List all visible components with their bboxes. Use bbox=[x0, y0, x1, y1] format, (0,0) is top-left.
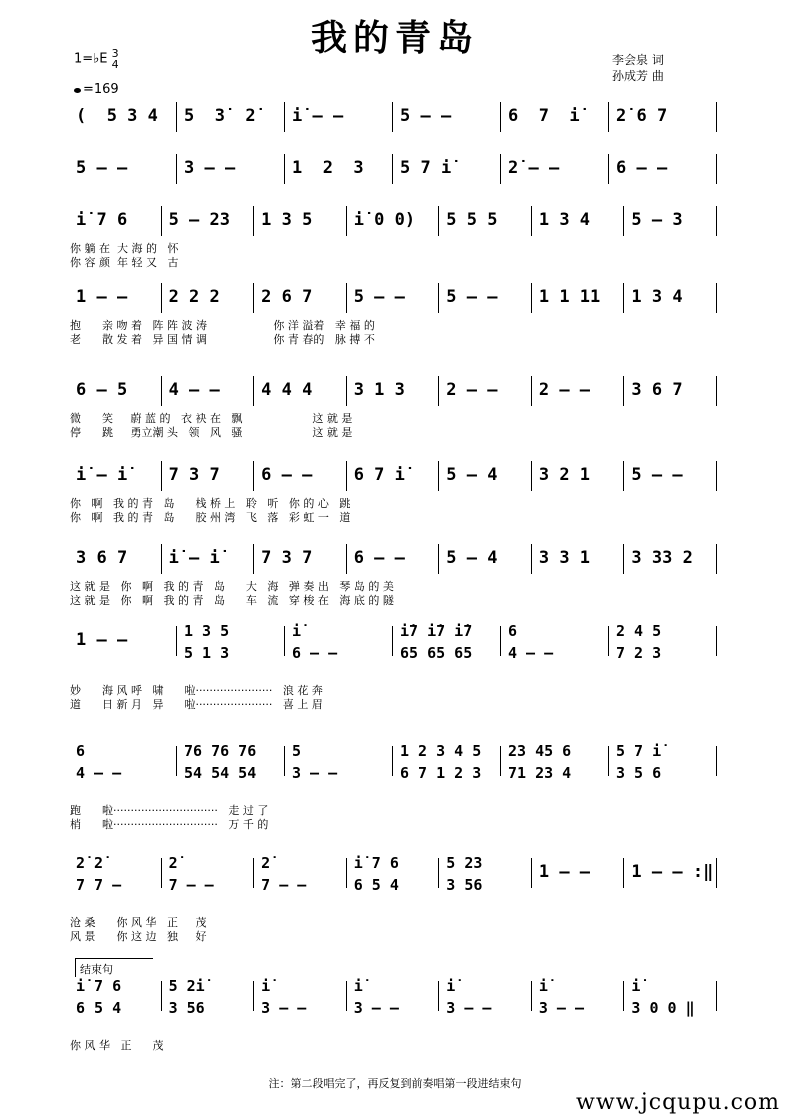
measure-notes: 4 — — bbox=[508, 644, 554, 662]
barline bbox=[253, 461, 254, 491]
measure-notes: 1 2 3 bbox=[292, 158, 364, 178]
lyric-text: 这 就 是 你 啊 我 的 青 岛 大 海 弹 奏 出 琴 岛 的 美 bbox=[70, 580, 394, 593]
ending-bracket bbox=[75, 958, 153, 977]
row-notes bbox=[70, 742, 718, 782]
measure-notes: 3 — — bbox=[353, 999, 399, 1017]
tempo-marking bbox=[74, 82, 119, 97]
measure-notes: 6 7 1 2 3 bbox=[400, 764, 482, 782]
measure-notes: 65 65 65 bbox=[400, 644, 473, 662]
row-notes bbox=[70, 622, 718, 662]
barline bbox=[438, 981, 439, 1011]
time-num: 3 bbox=[111, 47, 119, 60]
lyric-text: 梢 啦······························ 万 千 的 bbox=[70, 818, 269, 831]
lyric-line bbox=[70, 802, 718, 816]
measure-notes: 1 — — bbox=[76, 287, 128, 307]
measure-notes: 3 6 7 bbox=[631, 380, 683, 400]
barline bbox=[161, 858, 162, 888]
measure-notes: 6 — — bbox=[616, 158, 668, 178]
lyric-text: 微 笑 蔚 蓝 的 衣 袂 在 飘 这 就 是 bbox=[70, 412, 353, 425]
measure-notes: ( 5 3 4 bbox=[76, 106, 158, 126]
measure-notes: 5 — — bbox=[353, 287, 405, 307]
ending-label: 结束句 bbox=[80, 963, 113, 976]
measure-notes: 3 — — bbox=[538, 999, 584, 1017]
composer: 孙成芳 曲 bbox=[612, 69, 664, 83]
barline bbox=[392, 154, 393, 184]
barline bbox=[161, 283, 162, 313]
barline bbox=[716, 154, 717, 184]
barline bbox=[253, 544, 254, 574]
lyric-line bbox=[70, 254, 718, 268]
measure-notes: i̇ — — bbox=[292, 106, 344, 126]
credits bbox=[612, 52, 664, 84]
barline bbox=[392, 102, 393, 132]
song-title: 我的青岛 bbox=[310, 17, 479, 59]
measure-notes: 4 — — bbox=[168, 380, 220, 400]
measure-notes: 2 4 5 bbox=[616, 622, 662, 640]
measure-notes: 5 — 3 bbox=[631, 210, 683, 230]
lyric-line bbox=[70, 424, 718, 438]
measure-notes: 6 — 5 bbox=[76, 380, 128, 400]
measure-notes: 1 2 3 4 5 bbox=[400, 742, 482, 760]
measure-notes: 3 3 1 bbox=[538, 548, 591, 568]
barline bbox=[531, 283, 532, 313]
barline bbox=[161, 206, 162, 236]
measure-notes: 6 5 4 bbox=[353, 876, 399, 894]
measure-notes: 1 1 11 bbox=[538, 287, 601, 307]
measure-notes: 3 56 bbox=[168, 999, 205, 1017]
measure-notes: 6 5 4 bbox=[76, 999, 122, 1017]
lyric-text: 你 啊 我 的 青 岛 胶 州 湾 飞 落 彩 虹 一 道 bbox=[70, 511, 351, 524]
measure-notes: 5 — 4 bbox=[446, 465, 498, 485]
lyric-line bbox=[70, 410, 718, 424]
barline bbox=[716, 544, 717, 574]
barline bbox=[623, 981, 624, 1011]
barline bbox=[608, 746, 609, 776]
time-signature bbox=[112, 48, 119, 70]
barline bbox=[716, 858, 717, 888]
row-notes bbox=[70, 158, 718, 184]
barline bbox=[608, 154, 609, 184]
measure-notes: 6 7 i̇ bbox=[508, 106, 580, 126]
measure-notes: 7 — — bbox=[261, 876, 307, 894]
measure-notes: 7 2 3 bbox=[616, 644, 662, 662]
lyric-text: 道 日 新 月 异 啦······················ 喜 上 眉 bbox=[70, 698, 323, 711]
measure-notes: i̇ bbox=[446, 977, 456, 995]
measure-notes: 6 bbox=[508, 622, 518, 640]
barline bbox=[716, 461, 717, 491]
barline bbox=[346, 981, 347, 1011]
measure-notes: 3 — — bbox=[292, 764, 338, 782]
lyric-line bbox=[70, 696, 718, 710]
measure-notes: 4 — — bbox=[76, 764, 122, 782]
barline bbox=[392, 746, 393, 776]
lyric-line bbox=[70, 509, 718, 523]
measure-notes: 5 bbox=[292, 742, 302, 760]
barline bbox=[531, 858, 532, 888]
lyric-line bbox=[70, 928, 718, 942]
measure-notes: i̇ — i̇ bbox=[168, 548, 220, 568]
lyric-line bbox=[70, 682, 718, 696]
row-notes bbox=[70, 380, 718, 406]
lyric-line bbox=[70, 1037, 718, 1051]
time-den: 4 bbox=[111, 58, 119, 71]
barline bbox=[438, 544, 439, 574]
barline bbox=[346, 283, 347, 313]
barline bbox=[716, 102, 717, 132]
measure-notes: 3 33 2 bbox=[631, 548, 693, 568]
lyric-text: 妙 海 风 呼 啸 啦······················ 浪 花 奔 bbox=[70, 684, 323, 697]
lyric-text: 风 景 你 这 边 独 好 bbox=[70, 930, 207, 943]
lyricist: 李会泉 词 bbox=[612, 53, 664, 67]
barline bbox=[531, 206, 532, 236]
measure-notes: 2̇ 6 7 bbox=[616, 106, 668, 126]
measure-notes: 1 3 5 bbox=[184, 622, 230, 640]
lyric-text: 你 风 华 正 茂 bbox=[70, 1039, 164, 1052]
key-label: 1= bbox=[74, 51, 94, 67]
measure-notes: i̇ 7 6 bbox=[76, 977, 122, 995]
barline bbox=[716, 981, 717, 1011]
measure-notes: 5 3̇ 2̇ bbox=[184, 106, 256, 126]
measure-notes: 2̇ 2̇ bbox=[76, 854, 104, 872]
lyric-line bbox=[70, 816, 718, 830]
measure-notes: 54 54 54 bbox=[184, 764, 257, 782]
barline bbox=[716, 206, 717, 236]
measure-notes: 3 2 1 bbox=[538, 465, 591, 485]
measure-notes: i̇ 0 0) bbox=[353, 210, 416, 230]
barline bbox=[161, 544, 162, 574]
footnote: 注：第二段唱完了，再反复到前奏唱第一段进结束句 bbox=[268, 1077, 522, 1090]
measure-notes: 5 7 i̇ bbox=[616, 742, 662, 760]
barline bbox=[608, 102, 609, 132]
barline bbox=[176, 154, 177, 184]
barline bbox=[623, 283, 624, 313]
barline bbox=[438, 376, 439, 406]
barline bbox=[346, 461, 347, 491]
lyric-text: 你 躺 在 大 海 的 怀 bbox=[70, 242, 179, 255]
barline bbox=[716, 746, 717, 776]
key-signature bbox=[74, 48, 119, 70]
barline bbox=[500, 746, 501, 776]
measure-notes: 6 — — bbox=[261, 465, 313, 485]
barline bbox=[716, 283, 717, 313]
measure-notes: 23 45 6 bbox=[508, 742, 572, 760]
barline bbox=[346, 858, 347, 888]
measure-notes: i̇ bbox=[538, 977, 548, 995]
barline bbox=[531, 461, 532, 491]
measure-notes: 1 3 4 bbox=[631, 287, 683, 307]
barline bbox=[253, 981, 254, 1011]
lyric-line bbox=[70, 578, 718, 592]
barline bbox=[531, 376, 532, 406]
measure-notes: 1 — — bbox=[538, 862, 591, 882]
measure-notes: 5 5 5 bbox=[446, 210, 498, 230]
barline bbox=[438, 858, 439, 888]
measure-notes: i̇ 7 6 bbox=[76, 210, 128, 230]
barline bbox=[284, 102, 285, 132]
lyric-text: 这 就 是 你 啊 我 的 青 岛 车 流 穿 梭 在 海 底 的 隧 bbox=[70, 594, 394, 607]
lyric-line bbox=[70, 495, 718, 509]
barline bbox=[253, 206, 254, 236]
watermark: www.jcqupu.com bbox=[576, 1090, 780, 1115]
measure-notes: 2̇ — — bbox=[508, 158, 560, 178]
barline bbox=[608, 626, 609, 656]
key-flat: ♭E bbox=[93, 51, 108, 67]
barline bbox=[438, 461, 439, 491]
lyric-line bbox=[70, 317, 718, 331]
measure-notes: 6 bbox=[76, 742, 86, 760]
measure-notes: 6 7 i̇ bbox=[353, 465, 405, 485]
row-notes bbox=[70, 977, 718, 1017]
barline bbox=[500, 102, 501, 132]
measure-notes: 5 — 4 bbox=[446, 548, 498, 568]
tempo-value: =169 bbox=[83, 82, 119, 97]
barline bbox=[284, 626, 285, 656]
measure-notes: 2 — — bbox=[446, 380, 498, 400]
measure-notes: 1 3 5 bbox=[261, 210, 313, 230]
measure-notes: 3 6 7 bbox=[76, 548, 128, 568]
measure-notes: 6 — — bbox=[292, 644, 338, 662]
measure-notes: 5 — 23 bbox=[168, 210, 230, 230]
measure-notes: 3 — — bbox=[184, 158, 236, 178]
barline bbox=[253, 376, 254, 406]
measure-notes: i̇ — i̇ bbox=[76, 465, 128, 485]
barline bbox=[438, 283, 439, 313]
lyric-text: 抱 亲 吻 着 阵 阵 波 涛 你 洋 溢着 幸 福 的 bbox=[70, 319, 375, 332]
measure-notes: 3 0 0 ‖ bbox=[631, 999, 695, 1017]
row-notes bbox=[70, 106, 718, 132]
barline bbox=[716, 376, 717, 406]
measure-notes: 5 — — bbox=[446, 287, 498, 307]
measure-notes: 76 76 76 bbox=[184, 742, 257, 760]
barline bbox=[438, 206, 439, 236]
barline bbox=[346, 376, 347, 406]
barline bbox=[716, 626, 717, 656]
lyric-line bbox=[70, 240, 718, 254]
barline bbox=[623, 376, 624, 406]
quarter-note-icon bbox=[74, 88, 81, 93]
barline bbox=[531, 544, 532, 574]
measure-notes: 5 — — bbox=[76, 158, 128, 178]
barline bbox=[623, 544, 624, 574]
measure-notes: 1 — — bbox=[76, 630, 128, 650]
measure-notes: 7 3 7 bbox=[168, 465, 220, 485]
measure-notes: 5 23 bbox=[446, 854, 483, 872]
measure-notes: 5 — — bbox=[631, 465, 683, 485]
lyric-line bbox=[70, 592, 718, 606]
measure-notes: 3 56 bbox=[446, 876, 483, 894]
measure-notes: 2̇ bbox=[168, 854, 178, 872]
barline bbox=[500, 154, 501, 184]
barline bbox=[176, 102, 177, 132]
barline bbox=[284, 746, 285, 776]
barline bbox=[176, 746, 177, 776]
barline bbox=[531, 981, 532, 1011]
measure-notes: 2 6 7 bbox=[261, 287, 313, 307]
barline bbox=[161, 376, 162, 406]
barline bbox=[500, 626, 501, 656]
measure-notes: 2 2 2 bbox=[168, 287, 220, 307]
measure-notes: 3 1 3 bbox=[353, 380, 405, 400]
measure-notes: i̇ bbox=[631, 977, 641, 995]
barline bbox=[346, 206, 347, 236]
measure-notes: i̇ bbox=[261, 977, 271, 995]
barline bbox=[623, 461, 624, 491]
measure-notes: i̇ 7 6 bbox=[353, 854, 399, 872]
lyric-text: 停 跳 勇立潮 头 领 风 骚 这 就 是 bbox=[70, 426, 353, 439]
lyric-text: 老 散 发 着 异 国 情 调 你 青 春的 脉 搏 不 bbox=[70, 333, 375, 346]
measure-notes: 3 5 6 bbox=[616, 764, 662, 782]
measure-notes: 5 7 i̇ bbox=[400, 158, 452, 178]
measure-notes: 3 — — bbox=[261, 999, 307, 1017]
lyric-text: 你 容 颜 年 轻 又 古 bbox=[70, 256, 179, 269]
measure-notes: 5 2̇i̇ bbox=[168, 977, 205, 995]
measure-notes: 1 3 4 bbox=[538, 210, 591, 230]
measure-notes: 7 7 — bbox=[76, 876, 122, 894]
measure-notes: 2̇ bbox=[261, 854, 271, 872]
measure-notes: 5 1 3 bbox=[184, 644, 230, 662]
row-notes bbox=[70, 210, 718, 236]
measure-notes: 4 4 4 bbox=[261, 380, 313, 400]
row-notes bbox=[70, 854, 718, 894]
measure-notes: 7 — — bbox=[168, 876, 214, 894]
measure-notes: 2 — — bbox=[538, 380, 591, 400]
measure-notes: 5 — — bbox=[400, 106, 452, 126]
barline bbox=[392, 626, 393, 656]
measure-notes: i̇7 i̇7 i̇7 bbox=[400, 622, 473, 640]
measure-notes: 1 — — :‖ bbox=[631, 862, 714, 882]
measure-notes: 3 — — bbox=[446, 999, 492, 1017]
row-notes bbox=[70, 465, 718, 491]
barline bbox=[253, 283, 254, 313]
lyric-text: 跑 啦······························ 走 过 了 bbox=[70, 804, 269, 817]
measure-notes: 6 — — bbox=[353, 548, 405, 568]
barline bbox=[346, 544, 347, 574]
barline bbox=[623, 206, 624, 236]
barline bbox=[284, 154, 285, 184]
measure-notes: 7 3 7 bbox=[261, 548, 313, 568]
barline bbox=[161, 981, 162, 1011]
lyric-line bbox=[70, 914, 718, 928]
measure-notes: i̇ bbox=[292, 622, 302, 640]
lyric-text: 你 啊 我 的 青 岛 栈 桥 上 聆 听 你 的 心 跳 bbox=[70, 497, 351, 510]
lyric-line bbox=[70, 331, 718, 345]
barline bbox=[253, 858, 254, 888]
row-notes bbox=[70, 548, 718, 574]
barline bbox=[176, 626, 177, 656]
row-notes bbox=[70, 287, 718, 313]
measure-notes: i̇ bbox=[353, 977, 363, 995]
barline bbox=[161, 461, 162, 491]
lyric-text: 沧 桑 你 风 华 正 茂 bbox=[70, 916, 207, 929]
measure-notes: 71 23 4 bbox=[508, 764, 572, 782]
barline bbox=[623, 858, 624, 888]
